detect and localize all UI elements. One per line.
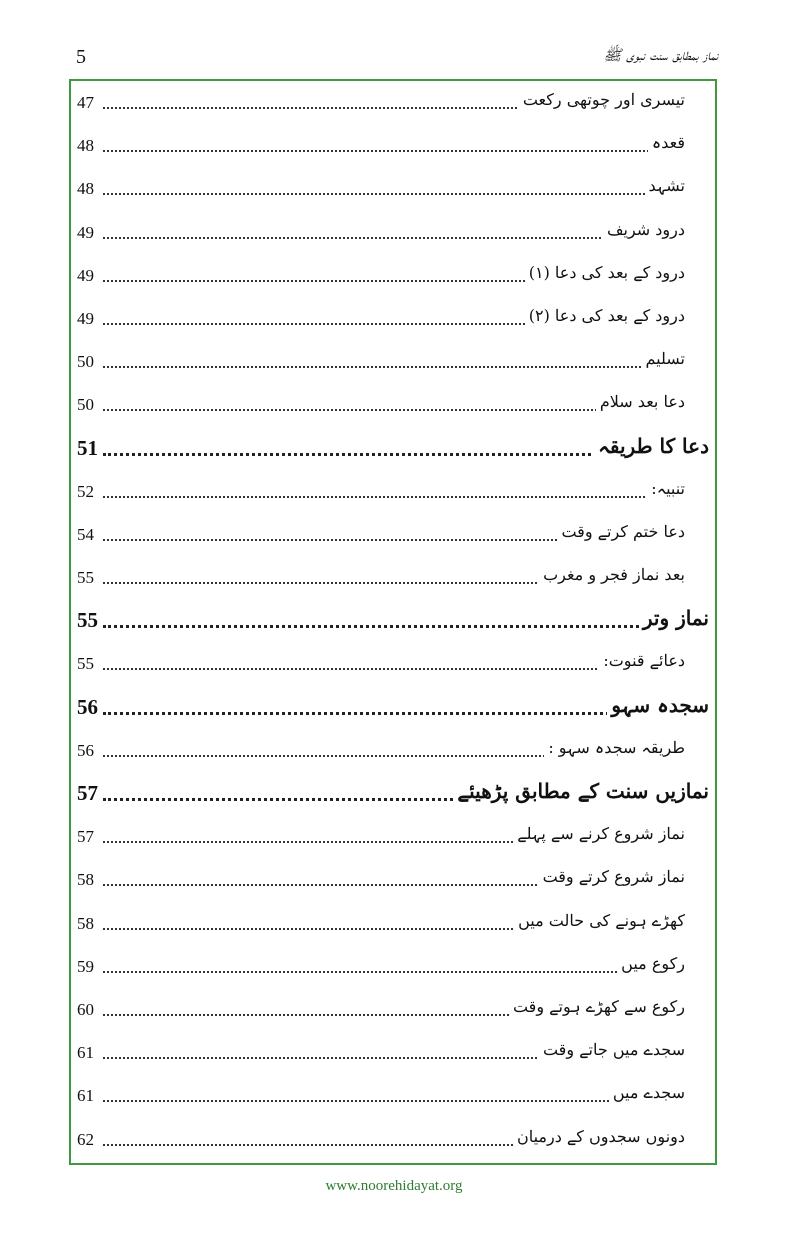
toc-page-number: 58 (77, 870, 94, 890)
toc-section-row[interactable] (71, 772, 715, 815)
toc-row[interactable] (71, 556, 715, 599)
toc-page-number: 59 (77, 956, 94, 976)
toc-entry-title: طریقہ سجدہ سہو : (544, 738, 685, 757)
dot-leader (103, 150, 681, 152)
website-url[interactable]: www.noorehidayat.org (325, 1178, 463, 1194)
toc-page-number: 60 (77, 999, 94, 1019)
toc-row[interactable] (71, 254, 715, 297)
toc-entry-title: نمازیں سنت کے مطابق پڑھیئے (453, 779, 709, 803)
toc-row[interactable] (71, 297, 715, 340)
toc-page-number: 47 (77, 93, 94, 112)
toc-page-number: 56 (77, 740, 94, 760)
toc-entry-title: کھڑے ہونے کی حالت میں (514, 911, 685, 930)
toc-page-number: 57 (77, 781, 98, 805)
page-number: 5 (76, 46, 86, 68)
toc-row[interactable] (71, 988, 715, 1031)
toc-entry-title: سجدے میں (609, 1083, 685, 1102)
toc-row[interactable] (71, 167, 715, 210)
toc-page-number: 52 (77, 481, 94, 501)
toc-entry-title: دعا ختم کرتے وقت (557, 522, 685, 541)
dot-leader (103, 366, 681, 368)
dot-leader (103, 193, 681, 195)
toc-page-number: 58 (77, 913, 94, 933)
toc-row[interactable] (71, 211, 715, 254)
toc-row[interactable] (71, 124, 715, 167)
toc-page-number: 55 (77, 654, 94, 674)
toc-list (71, 81, 715, 1161)
toc-entry-title: رکوع میں (617, 954, 685, 973)
page-header (70, 38, 718, 78)
toc-entry-title: نماز وتر (639, 606, 709, 630)
running-title: نماز بمطابق سنت نبوی ﷺ (603, 46, 718, 64)
toc-entry-title: درود کے بعد کی دعا (۱) (525, 263, 685, 282)
toc-page-number: 55 (77, 568, 94, 588)
toc-entry-title: درود شریف (603, 220, 685, 239)
dot-leader (103, 409, 681, 411)
toc-page-number: 54 (77, 524, 94, 544)
toc-frame (69, 79, 717, 1165)
toc-entry-title: نماز شروع کرنے سے پہلے (513, 824, 685, 843)
toc-page-number: 49 (77, 265, 94, 285)
dot-leader (103, 496, 681, 498)
toc-page-number: 56 (77, 694, 98, 719)
dot-leader (103, 668, 681, 670)
dot-leader (103, 971, 681, 973)
toc-row[interactable] (71, 1118, 715, 1161)
toc-row[interactable] (71, 729, 715, 772)
toc-entry-title: تسلیم (642, 349, 686, 368)
toc-page-number: 49 (77, 222, 94, 242)
toc-entry-title: تیسری اور چوتھی رکعت (519, 90, 685, 109)
toc-entry-title: تشہد (645, 176, 686, 195)
toc-page-number: 50 (77, 395, 94, 415)
toc-entry-title: قعدہ (648, 133, 685, 152)
toc-page-number: 48 (77, 136, 94, 156)
toc-entry-title: دعائے قنوت: (599, 651, 685, 670)
toc-row[interactable] (71, 902, 715, 945)
toc-entry-title: سجدے میں جاتے وقت (539, 1040, 685, 1059)
toc-row[interactable] (71, 81, 715, 124)
toc-page-number: 49 (77, 308, 94, 328)
toc-page-number: 50 (77, 352, 94, 372)
toc-page-number: 61 (77, 1086, 94, 1106)
toc-page-number: 61 (77, 1043, 94, 1063)
toc-section-row[interactable] (71, 599, 715, 642)
toc-entry-title: دونوں سجدوں کے درمیان (513, 1127, 685, 1146)
toc-row[interactable] (71, 1031, 715, 1074)
toc-entry-title: نماز شروع کرتے وقت (539, 867, 685, 886)
toc-row[interactable] (71, 642, 715, 685)
toc-row[interactable] (71, 815, 715, 858)
toc-entry-title: دعا بعد سلام (596, 392, 685, 411)
toc-page-number: 55 (77, 608, 98, 633)
toc-row[interactable] (71, 470, 715, 513)
toc-page-number: 57 (77, 827, 94, 847)
toc-entry-title: درود کے بعد کی دعا (۲) (525, 306, 685, 325)
toc-row[interactable] (71, 513, 715, 556)
toc-entry-title: دعا کا طریقہ (594, 434, 709, 458)
toc-page-number: 51 (77, 435, 98, 460)
toc-row[interactable] (71, 383, 715, 426)
dot-leader (103, 625, 705, 628)
toc-page-number: 48 (77, 179, 94, 199)
dot-leader (103, 1100, 681, 1102)
toc-entry-title: بعد نماز فجر و مغرب (539, 565, 685, 584)
toc-row[interactable] (71, 945, 715, 988)
toc-page-number: 62 (77, 1129, 94, 1149)
dot-leader (103, 237, 681, 239)
toc-row[interactable] (71, 340, 715, 383)
toc-entry-title: سجدہ سہو (607, 693, 709, 717)
toc-entry-title: رکوع سے کھڑے ہوتے وقت (509, 997, 685, 1016)
toc-section-row[interactable] (71, 686, 715, 729)
toc-entry-title: تنبیہ: (647, 479, 685, 498)
toc-section-row[interactable] (71, 427, 715, 470)
toc-row[interactable] (71, 858, 715, 901)
toc-row[interactable] (71, 1074, 715, 1117)
